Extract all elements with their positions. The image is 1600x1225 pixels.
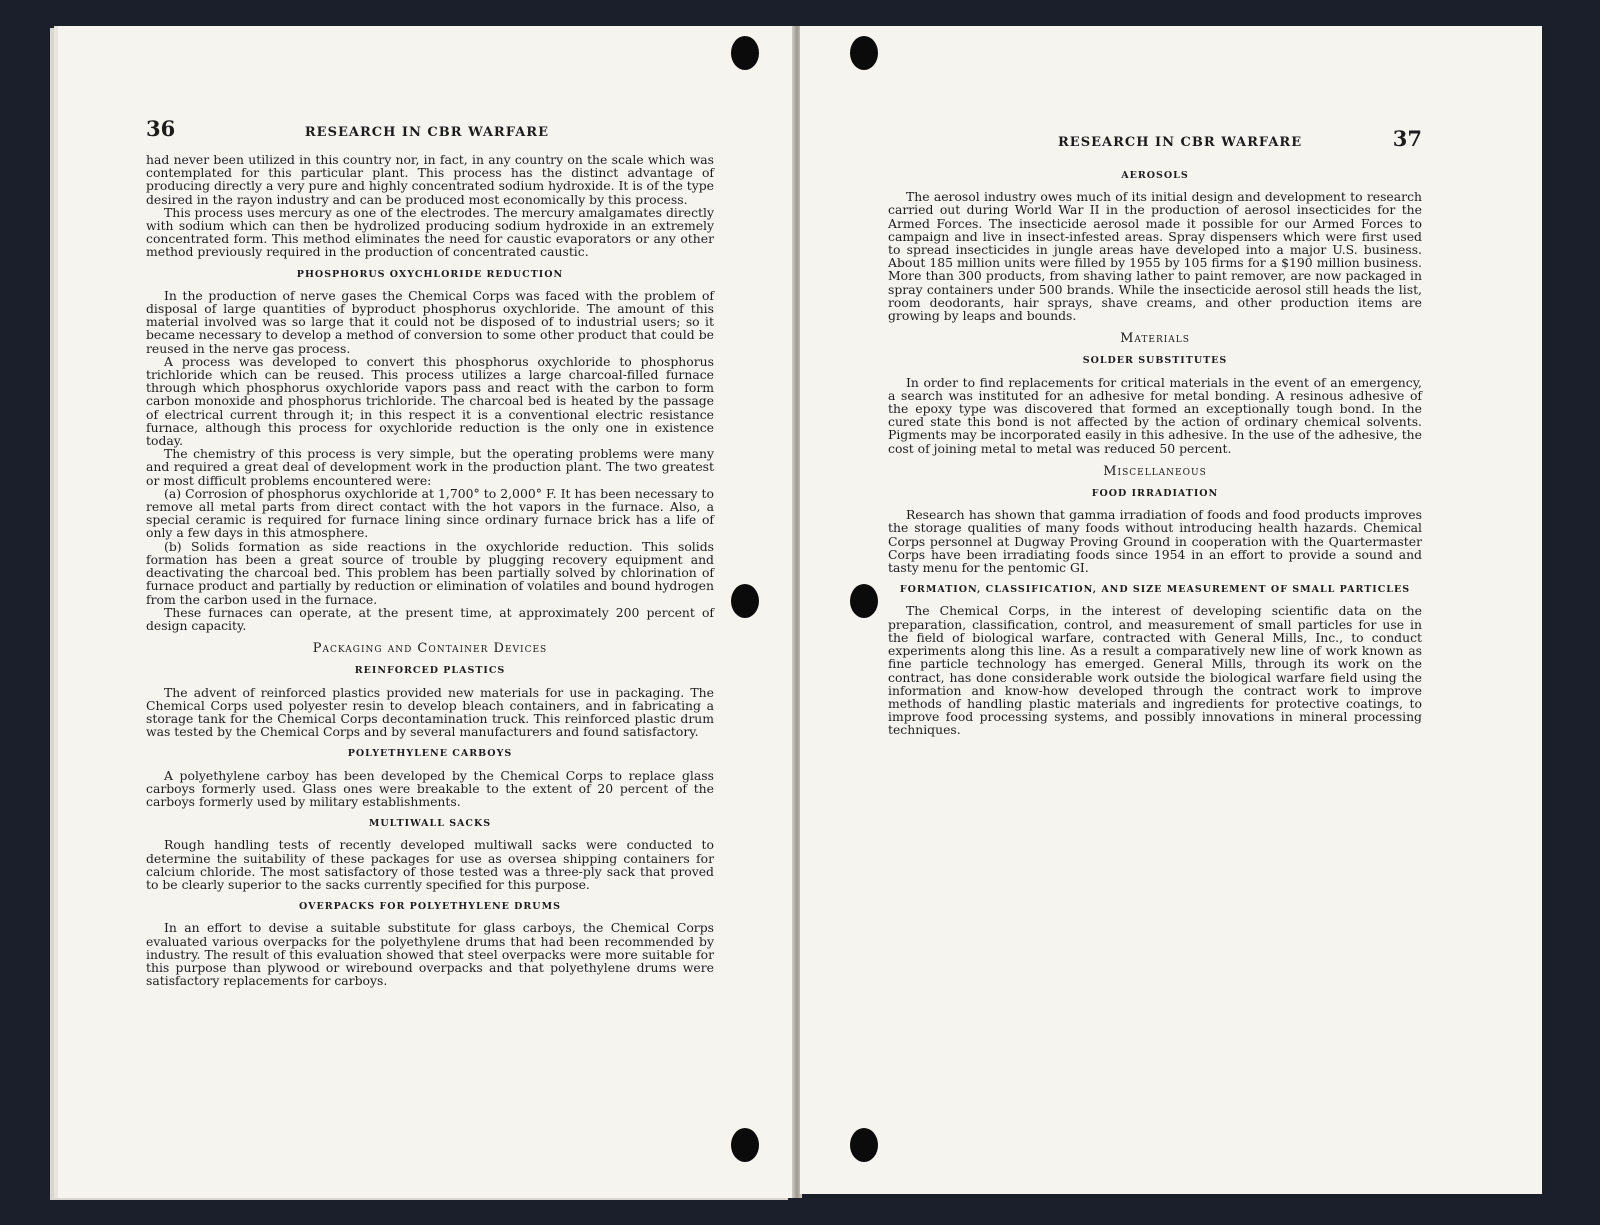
paragraph: These furnaces can operate, at the present time, at approximately 200 percent of design capacity. <box>146 604 714 633</box>
section-heading: FORMATION, CLASSIFICATION, AND SIZE MEASUREMENT OF SMALL PARTICLES <box>899 584 1411 596</box>
chapter-heading: Miscellaneous <box>1103 463 1207 479</box>
binder-hole <box>731 36 759 70</box>
paragraph: Rough handling tests of recently developed multiwall sacks were conducted to determine the suitability of these packages for use as oversea shipping containers for calcium chloride. The most satisfactory of those tested was a three-ply sack that proved to be clearly superior to the sacks currently specified for this purpose. <box>146 837 714 892</box>
paragraph: A process was developed to convert this phosphorus oxychloride to phosphorus trichloride which can be reused. This process utilizes a large charcoal-filled furnace through which phosphorus oxychloride vapors pass and react with the carbon to form carbon monoxide and phosphorus trichloride. The charcoal bed is heated by the passage of electrical current through it; in this respect it is a conventional electric resistance furnace, although this process for oxychloride reduction is the only one in existence today. <box>146 353 714 449</box>
paragraph: A polyethylene carboy has been developed by the Chemical Corps to replace glass carboys formerly used. Glass ones were breakable to the extent of 20 percent of the carboys formerly used by military establishments. <box>146 767 714 809</box>
paragraph: In order to find replacements for critical materials in the event of an emergency, a search was instituted for an adhesive for metal bonding. A resinous adhesive of the epoxy type was discovered that formed an exceptionally tough bond. In the cured state this bond is not affected by the action of ordinary chemical solvents. Pigments may be incorporated easily in this adhesive. In the use of the adhesive, the cost of joining metal to metal was reduced 50 percent. <box>888 374 1422 456</box>
binder-hole <box>731 584 759 618</box>
paragraph: The aerosol industry owes much of its initial design and development to research carried out during World War II in the production of aerosol insecticides for the Armed Forces. The insecticide aerosol made it possible for our Armed Forces to campaign and live in insect-infested areas. Spray dispensers which were first used to spread insecticides in jungle areas have developed into a major U.S. business. About 185 million units were filled by 1955 by 105 firms for a $190 million business. More than 300 products, from shaving lather to paint remover, are now packaged in spray containers under 500 brands. While the insecticide aerosol still heads the list, room deodorants, hair sprays, shave creams, and other production items are growing by leaps and bounds. <box>888 189 1422 324</box>
running-title: RESEARCH IN CBR WARFARE <box>1058 135 1303 150</box>
section-heading: PHOSPHORUS OXYCHLORIDE REDUCTION <box>296 268 564 280</box>
paragraph: (b) Solids formation as side reactions in the oxychloride reduction. This solids formation has been a great source of trouble by plugging recovery equipment and deactivating the charcoal bed. This problem has been partially solved by chlorination of furnace product and partially by reduction or elimination of volatiles and bound hydrogen from the carbon used in the furnace. <box>146 538 714 607</box>
left-page <box>58 26 796 1198</box>
left-page-body <box>146 153 714 987</box>
paragraph: The Chemical Corps, in the interest of developing scientific data on the preparation, classification, control, and measurement of small particles for use in the field of biological warfare, contracted with General Mills, Inc., to conduct experiments along this line. As a result a comparatively new line of work known as fine particle technology has emerged. General Mills, through its work on the contract, has done considerable work outside the biological warfare field using the information and know-how developed through the contract work to improve methods of handling plastic materials and ingredients for protective coatings, to improve food processing systems, and possibly innovations in mineral processing techniques. <box>888 603 1422 738</box>
section-heading: MULTIWALL SACKS <box>368 818 492 830</box>
paragraph: The advent of reinforced plastics provided new materials for use in packaging. The Chemical Corps used polyester resin to develop bleach containers, and in fabricating a storage tank for the Chemical Corps decontamination truck. This reinforced plastic drum was tested by the Chemical Corps and by several manufacturers and found satisfactory. <box>146 684 714 740</box>
right-page-body <box>888 169 1422 737</box>
section-heading: FOOD IRRADIATION <box>1091 488 1219 500</box>
paragraph: The chemistry of this process is very simple, but the operating problems were many and required a great deal of development work in the production plant. The two greatest or most difficult problems encountered were: <box>146 446 714 488</box>
paragraph: had never been utilized in this country nor, in fact, in any country on the scale which was contemplated for this particular plant. This process has the distinct advantage of producing directly a very pure and highly concentrated sodium hydroxide. It is of the type desired in the rayon industry and can be produced most economically by this process. <box>146 152 714 207</box>
paragraph: In an effort to devise a suitable substitute for glass carboys, the Chemical Corps evaluated various overpacks for the polyethylene drums that had been recommended by industry. The result of this evaluation showed that steel overpacks were more suitable for this purpose than plywood or wirebound overpacks and that polyethylene drums were satisfactory replacements for carboys. <box>146 920 714 989</box>
paragraph: In the production of nerve gases the Chemical Corps was faced with the problem of disposal of large quantities of byproduct phosphorus oxychloride. The amount of this material involved was so large that it could not be disposed of to industrial users; so it became necessary to develop a method of conversion to some other product that could be reused in the nerve gas process. <box>146 287 714 356</box>
section-heading: AEROSOLS <box>1121 170 1189 181</box>
chapter-heading: Packaging and Container Devices <box>312 641 548 657</box>
paragraph: (a) Corrosion of phosphorus oxychloride at 1,700° to 2,000° F. It has been necessary to remove all metal parts from direct contact with the hot vapors in the furnace. Also, a special ceramic is required for furnace lining since ordinary furnace brick has a life of only a few days in this atmosphere. <box>146 485 714 541</box>
section-heading: POLYETHYLENE CARBOYS <box>347 748 513 760</box>
paragraph: This process uses mercury as one of the electrodes. The mercury amalgamates directly with sodium which can then be hydrolized producing sodium hydroxide in an extremely concentrated form. This method eliminates the need for caustic evaporators or any other method previously required in the production of concentrated caustic. <box>146 204 714 260</box>
right-page-header <box>888 126 1422 151</box>
running-title: RESEARCH IN CBR WARFARE <box>304 125 549 140</box>
binder-hole <box>850 1128 878 1162</box>
binder-hole <box>850 36 878 70</box>
page-number: 37 <box>1392 126 1422 151</box>
left-page-header <box>146 116 714 141</box>
right-page <box>800 26 1542 1194</box>
chapter-heading: Materials <box>1120 331 1190 347</box>
section-heading: SOLDER SUBSTITUTES <box>1082 355 1228 367</box>
section-heading: REINFORCED PLASTICS <box>354 665 506 677</box>
section-heading: OVERPACKS FOR POLYETHYLENE DRUMS <box>299 901 561 913</box>
paragraph: Research has shown that gamma irradiation of foods and food products improves the storage qualities of many foods without introducing health hazards. Chemical Corps personnel at Dugway Proving Ground in cooperation with the Quartermaster Corps have been irradiating foods since 1954 in an effort to provide a sound and tasty menu for the pentomic GI. <box>888 507 1422 576</box>
page-number: 36 <box>146 116 176 141</box>
binder-hole <box>731 1128 759 1162</box>
binder-hole <box>850 584 878 618</box>
